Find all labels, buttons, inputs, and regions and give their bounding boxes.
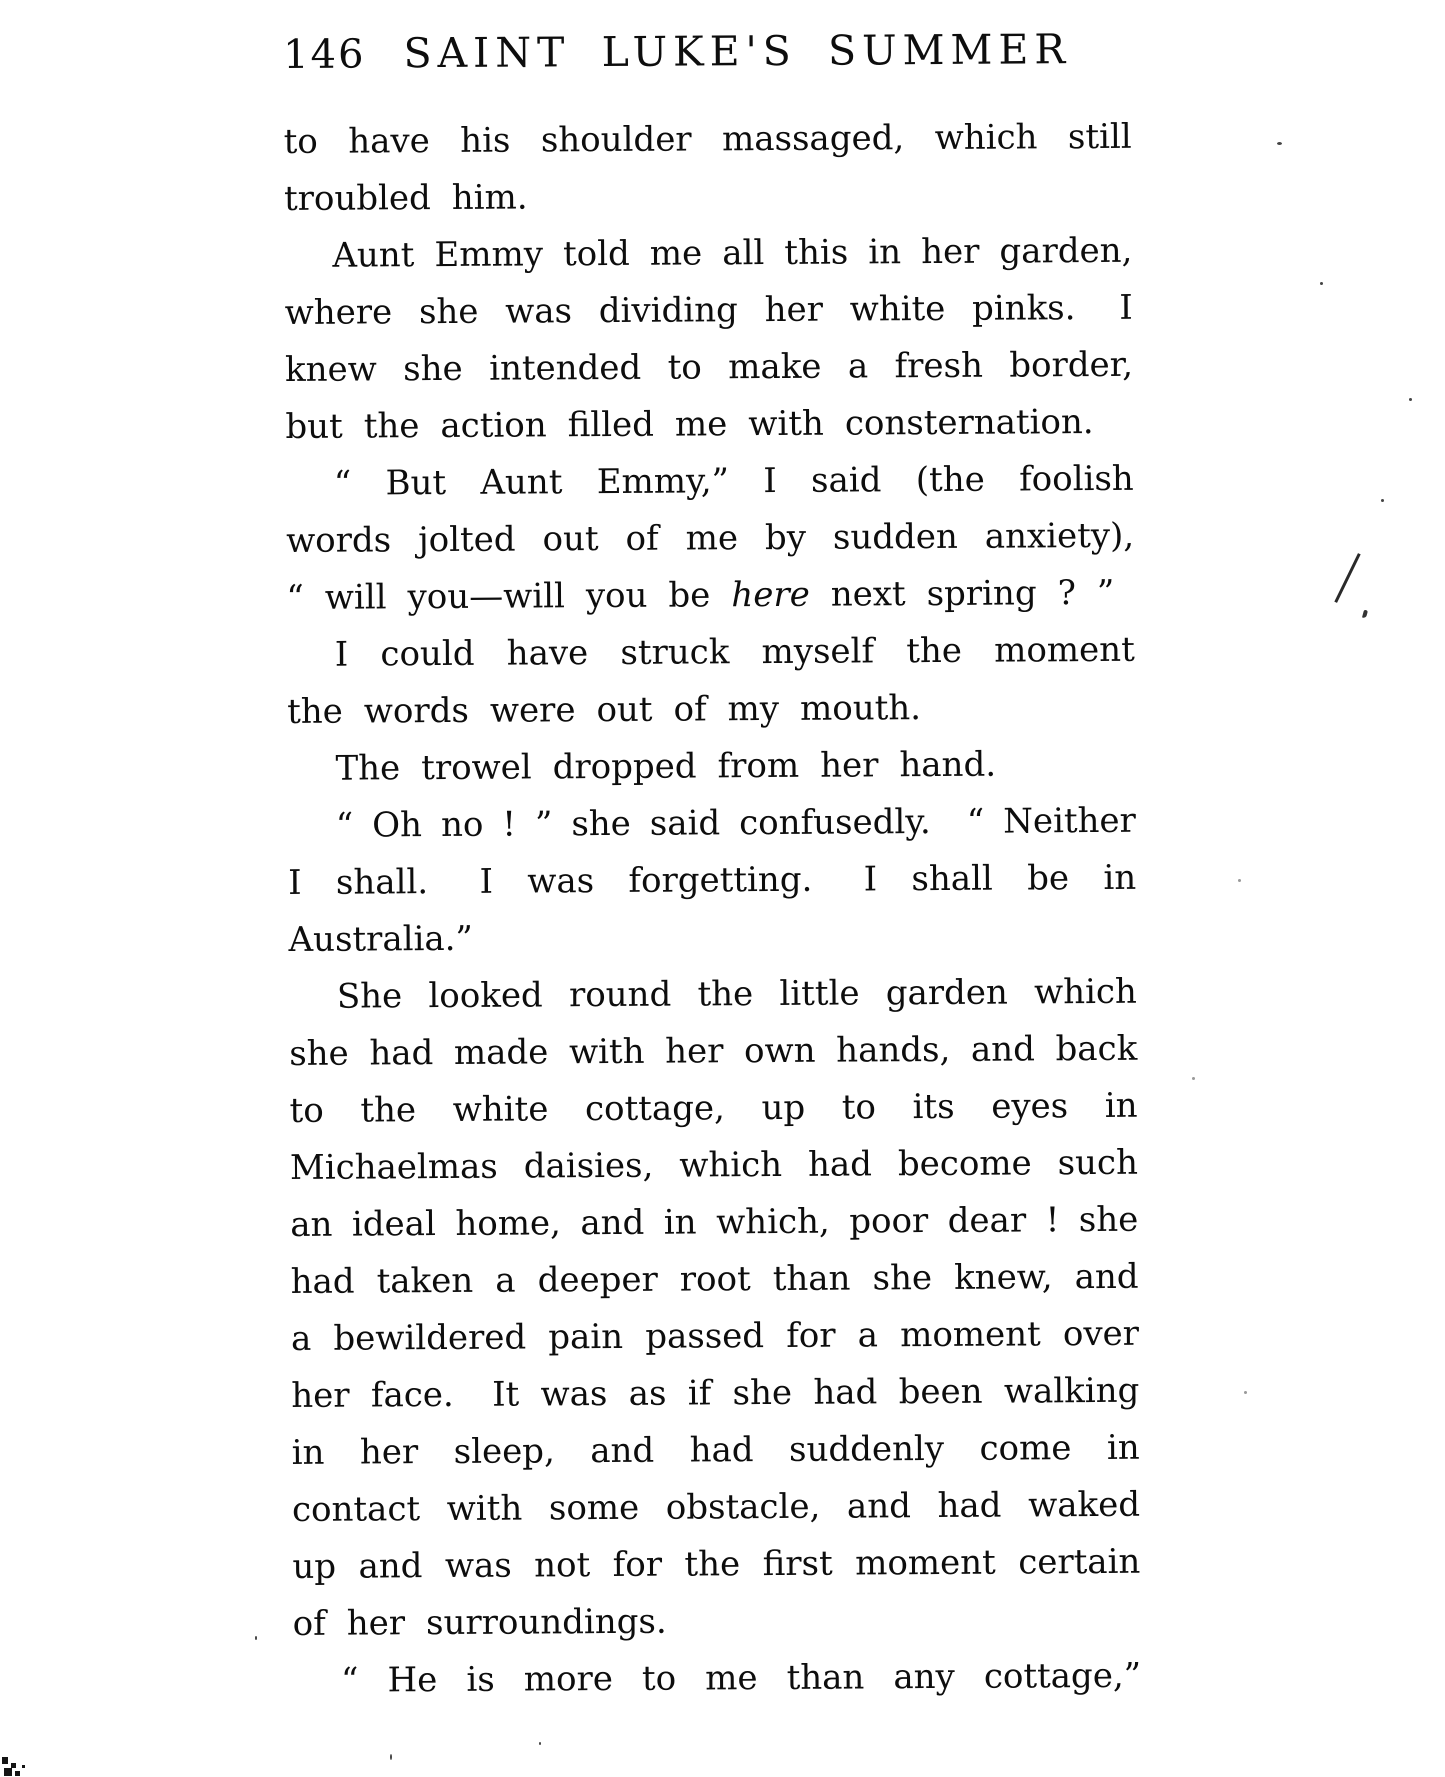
text-segment: where she was dividing her white pinks. I <box>284 287 1133 333</box>
text-segment: in her sleep, and had suddenly come in <box>291 1427 1140 1473</box>
text-segment: troubled him. <box>283 177 528 219</box>
pen-comma-mark <box>1362 610 1368 619</box>
ink-speck <box>255 1636 257 1640</box>
text-line <box>290 1192 1138 1254</box>
text-line <box>292 1534 1140 1596</box>
text-segment: a bewildered pain passed for a moment over <box>290 1313 1140 1359</box>
ink-speck <box>1244 1391 1247 1394</box>
pen-slash-mark <box>1334 553 1360 603</box>
text-segment: “ He is more to me than any cottage,” <box>340 1655 1142 1701</box>
text-segment: “ will you—will you be <box>286 575 732 618</box>
page-title: SAINT LUKE'S SUMMER <box>403 25 1072 78</box>
ink-speck <box>1381 499 1384 502</box>
text-segment: She looked round the little garden which <box>336 971 1138 1017</box>
text-line <box>290 1249 1138 1311</box>
ink-speck <box>390 1754 392 1760</box>
text-line <box>284 166 1132 228</box>
text-segment: an ideal home, and in which, poor dear ! she <box>290 1199 1139 1245</box>
text-segment: to have his shoulder massaged, which still <box>283 116 1132 162</box>
text-line <box>290 1135 1138 1197</box>
text-line <box>289 1078 1137 1140</box>
ink-blot <box>11 1763 16 1768</box>
text-segment: words jolted out of me by sudden anxiety), <box>285 515 1135 561</box>
text-line <box>292 1420 1140 1482</box>
ink-speck <box>1277 142 1282 145</box>
text-segment: contact with some obstacle, and had waked <box>291 1484 1141 1530</box>
text-line <box>289 964 1137 1026</box>
text-line <box>287 622 1135 684</box>
text-segment: her face. It was as if she had been walking <box>291 1370 1140 1416</box>
page-header <box>283 25 1131 86</box>
text-segment: the words were out of my mouth. <box>287 688 922 732</box>
text-segment: next spring ? ” <box>809 572 1115 615</box>
text-line <box>284 223 1132 285</box>
text-segment: to the white cottage, up to its eyes in <box>289 1085 1138 1131</box>
text-segment: I could have struck myself the moment <box>334 629 1135 675</box>
text-line <box>288 907 1136 969</box>
ink-speck <box>1238 879 1241 882</box>
ink-speck <box>1409 398 1412 401</box>
text-line <box>287 679 1135 741</box>
text-line <box>293 1648 1141 1710</box>
text-segment: Aunt Emmy told me all this in her garden, <box>332 230 1133 276</box>
text-segment: “ But Aunt Emmy,” I said (the foolish <box>333 458 1134 504</box>
text-line <box>284 109 1132 171</box>
text-line <box>285 337 1133 399</box>
text-segment: up and was not for the first moment certain <box>292 1541 1141 1587</box>
text-line <box>286 565 1134 627</box>
text-segment: but the action filled me with consternation. <box>285 402 1094 447</box>
ink-blot <box>2 1757 8 1764</box>
text-segment: The trowel dropped from her hand. <box>335 744 997 789</box>
text-segment: Michaelmas daisies, which had become such <box>289 1142 1139 1188</box>
text-segment: Australia.” <box>288 918 473 960</box>
italic-text-segment: here <box>731 574 810 616</box>
ink-blot <box>22 1765 25 1768</box>
text-line <box>287 736 1135 798</box>
text-line <box>285 280 1133 342</box>
text-line <box>286 508 1134 570</box>
ink-blot <box>15 1771 20 1776</box>
ink-speck <box>539 1742 541 1745</box>
text-segment: had taken a deeper root than she knew, and <box>290 1256 1139 1302</box>
text-line <box>285 394 1133 456</box>
text-line <box>293 1591 1141 1653</box>
text-segment: she had made with her own hands, and back <box>289 1028 1138 1074</box>
text-segment: knew she intended to make a fresh border, <box>284 344 1134 390</box>
page-body <box>284 109 1142 1710</box>
text-line <box>288 850 1136 912</box>
ink-speck <box>1192 1077 1195 1080</box>
text-line <box>288 793 1136 855</box>
text-block <box>283 25 1141 1710</box>
ink-blot <box>4 1768 12 1776</box>
text-line <box>286 451 1134 513</box>
ink-speck <box>1320 282 1323 285</box>
page-number: 146 <box>283 31 366 78</box>
text-segment: I shall. I was forgetting. I shall be in <box>288 857 1137 903</box>
text-line <box>291 1363 1139 1425</box>
text-segment: “ Oh no ! ” she said confusedly. “ Neither <box>335 800 1136 846</box>
text-line <box>291 1306 1139 1368</box>
text-line <box>292 1477 1140 1539</box>
text-line <box>289 1021 1137 1083</box>
text-segment: of her surroundings. <box>292 1601 667 1644</box>
